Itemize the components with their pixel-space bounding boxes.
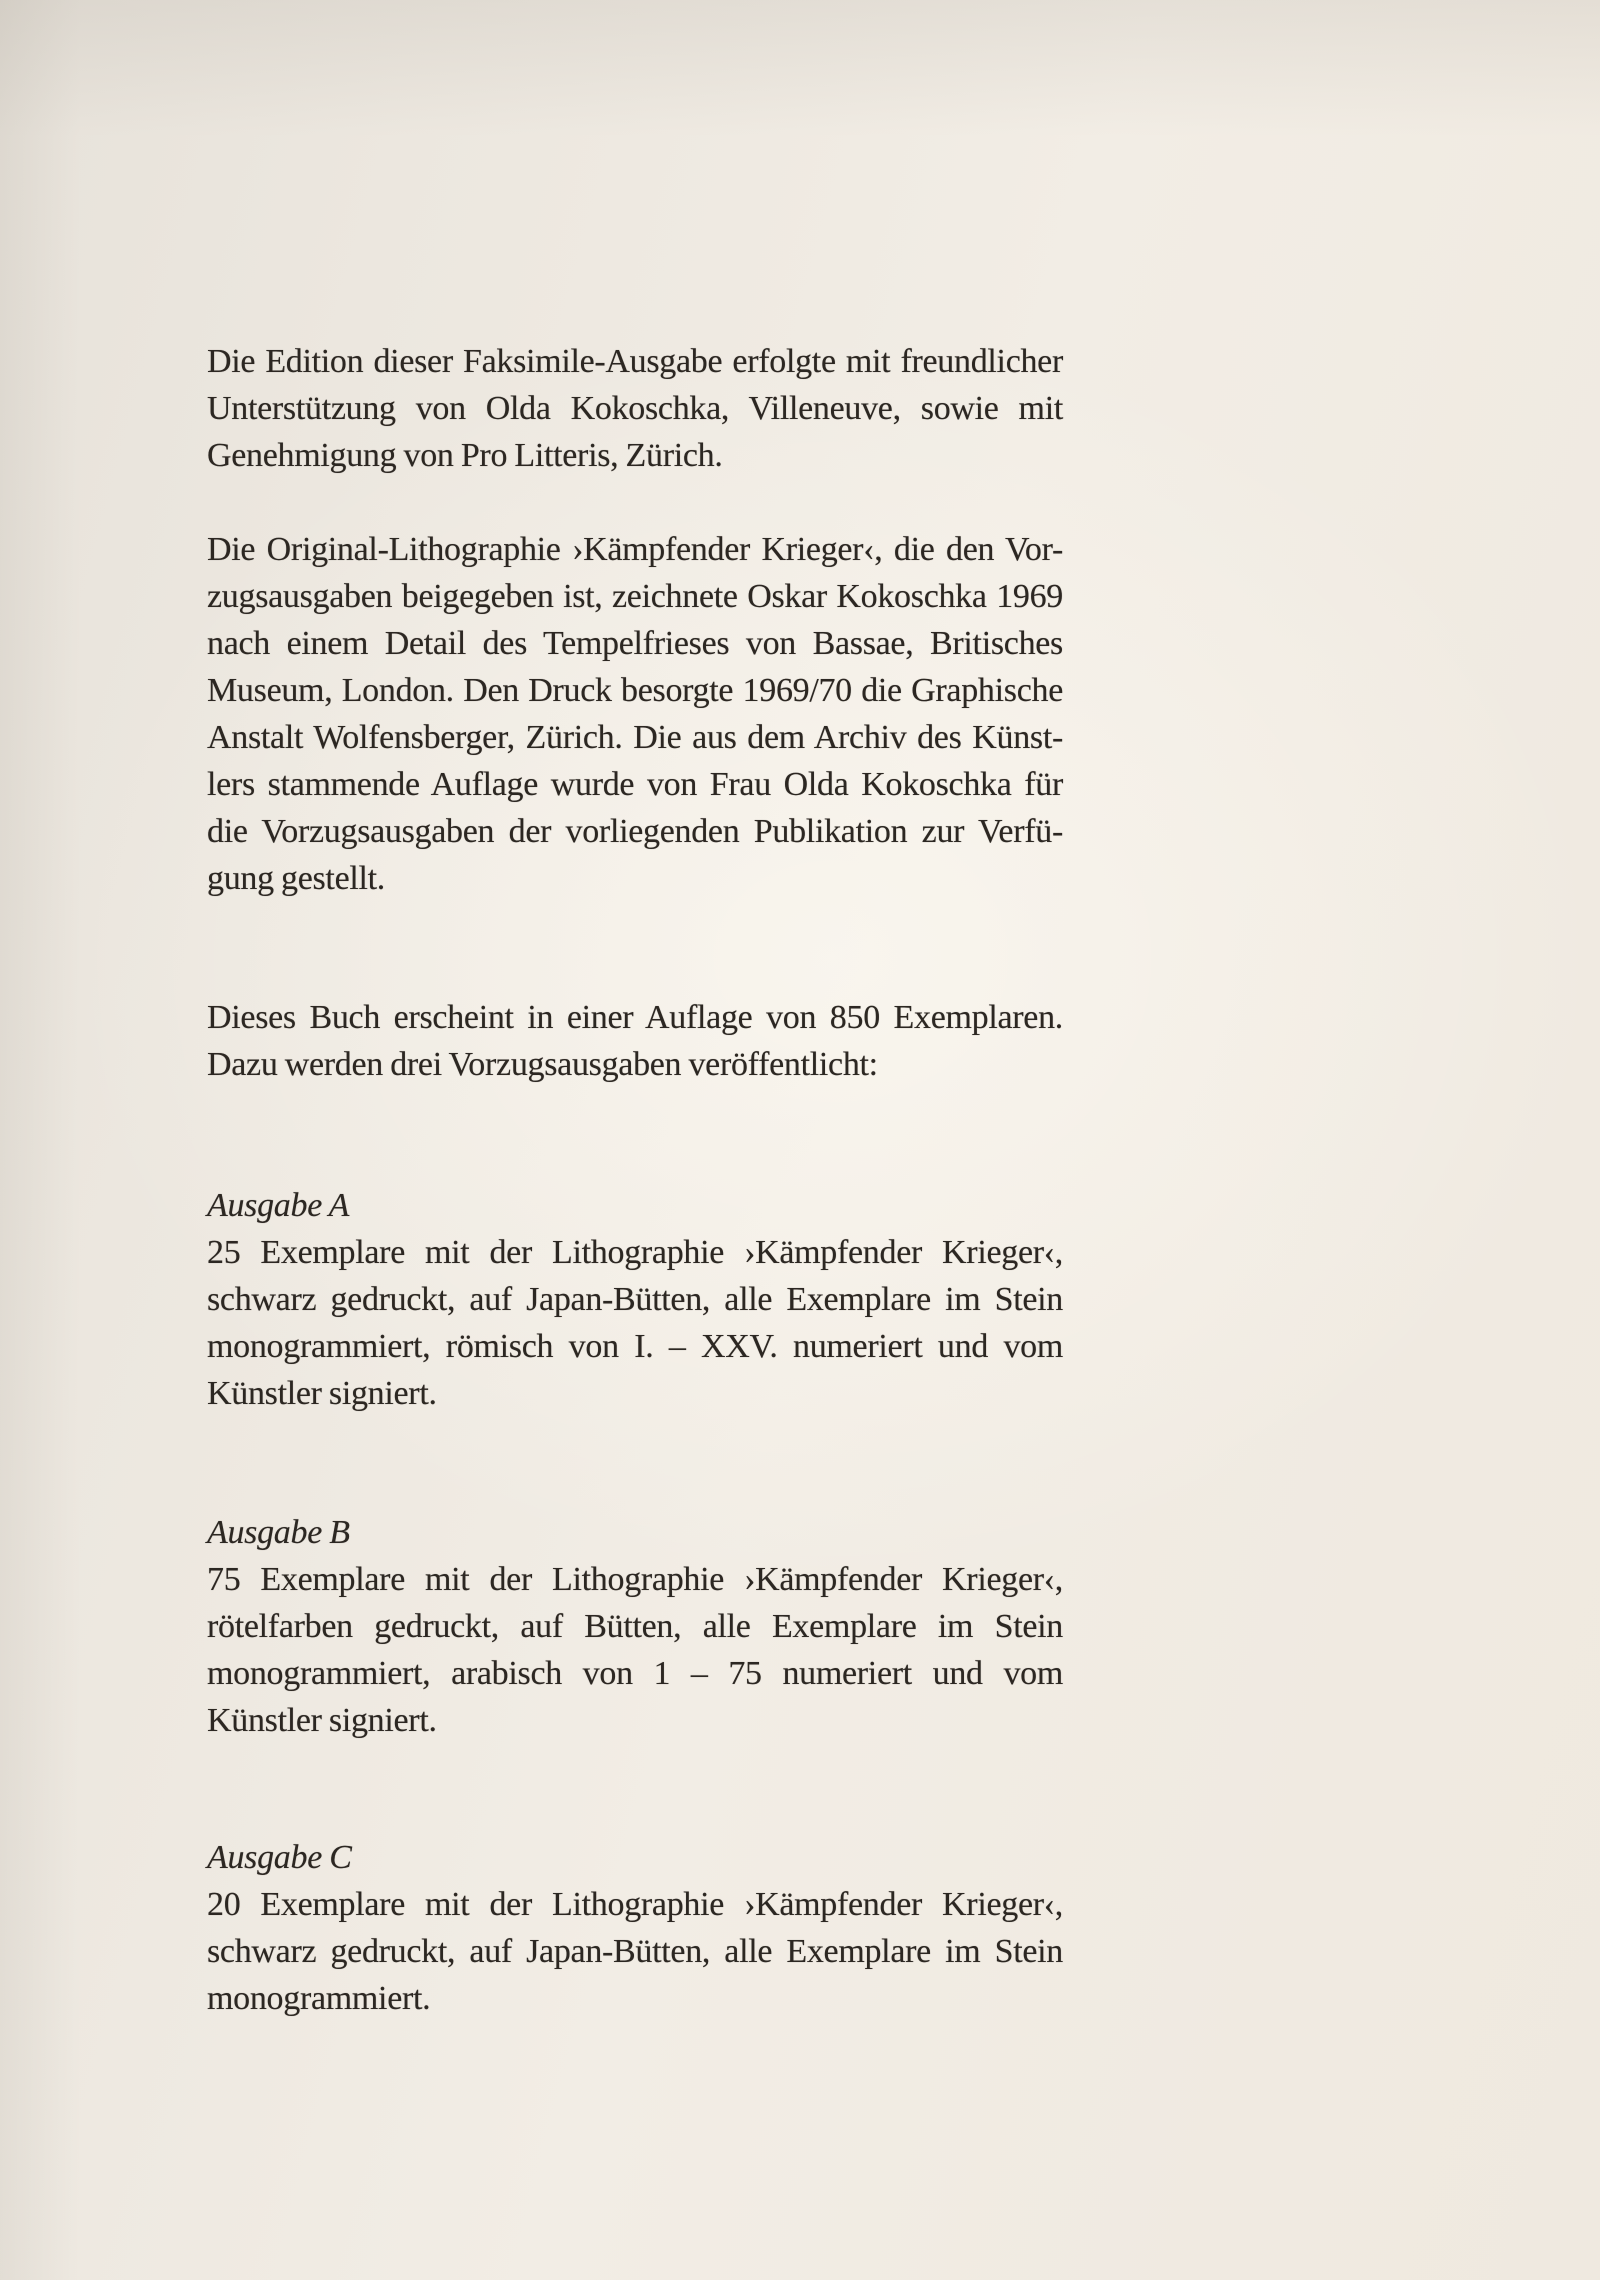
edition-a-heading: Ausgabe A [207, 1187, 350, 1224]
edition-a-section [207, 1182, 1063, 1417]
paragraph-edition-note [207, 338, 1063, 479]
edition-b-section [207, 1509, 1063, 1744]
text-line: Künstler signiert. [207, 1702, 437, 1739]
text-line: schwarz gedruckt, auf Japan-Bütten, alle Exemplare im Stein [207, 1933, 1063, 1970]
edition-b-body [207, 1556, 1063, 1744]
text-line: gung gestellt. [207, 860, 385, 897]
text-line: schwarz gedruckt, auf Japan-Bütten, alle Exemplare im Stein [207, 1281, 1063, 1318]
paragraph-lithograph-note [207, 526, 1063, 902]
text-line: monogrammiert, arabisch von 1 – 75 numeriert und vom [207, 1655, 1063, 1692]
text-line: Die Edition dieser Faksimile-Ausgabe erfolgte mit freundlicher [207, 343, 1063, 380]
text-line: 20 Exemplare mit der Lithographie ›Kämpfender Krieger‹, [207, 1886, 1063, 1923]
edition-a-body [207, 1229, 1063, 1417]
colophon-text-block [207, 0, 1063, 2280]
text-line: Dieses Buch erscheint in einer Auflage von 850 Exemplaren. [207, 999, 1063, 1036]
text-line: rötelfarben gedruckt, auf Bütten, alle Exemplare im Stein [207, 1608, 1063, 1645]
text-line: Künstler signiert. [207, 1375, 437, 1412]
text-line: zugsausgaben beigegeben ist, zeichnete Oskar Kokoschka 1969 [207, 578, 1063, 615]
edition-c-body [207, 1881, 1063, 2022]
text-line: Anstalt Wolfensberger, Zürich. Die aus dem Archiv des Künst- [207, 719, 1063, 756]
text-line: Dazu werden drei Vorzugsausgaben veröffentlicht: [207, 1046, 878, 1083]
text-line: monogrammiert. [207, 1980, 431, 2017]
text-line: 75 Exemplare mit der Lithographie ›Kämpfender Krieger‹, [207, 1561, 1063, 1598]
edition-c-heading: Ausgabe C [207, 1839, 352, 1876]
text-line: nach einem Detail des Tempelfrieses von Bassae, Britisches [207, 625, 1063, 662]
text-line: Genehmigung von Pro Litteris, Zürich. [207, 437, 723, 474]
edition-b-heading: Ausgabe B [207, 1514, 350, 1551]
text-line: monogrammiert, römisch von I. – XXV. numeriert und vom [207, 1328, 1063, 1365]
text-line: lers stammende Auflage wurde von Frau Olda Kokoschka für [207, 766, 1063, 803]
edition-c-section [207, 1834, 1063, 2022]
text-line: Museum, London. Den Druck besorgte 1969/70 die Graphische [207, 672, 1063, 709]
text-line: die Vorzugsausgaben der vorliegenden Publikation zur Verfü- [207, 813, 1063, 850]
text-line: Die Original-Lithographie ›Kämpfender Krieger‹, die den Vor- [207, 531, 1063, 568]
text-line: Unterstützung von Olda Kokoschka, Villeneuve, sowie mit [207, 390, 1063, 427]
paragraph-print-run-note [207, 994, 1063, 1088]
text-line: 25 Exemplare mit der Lithographie ›Kämpfender Krieger‹, [207, 1234, 1063, 1271]
